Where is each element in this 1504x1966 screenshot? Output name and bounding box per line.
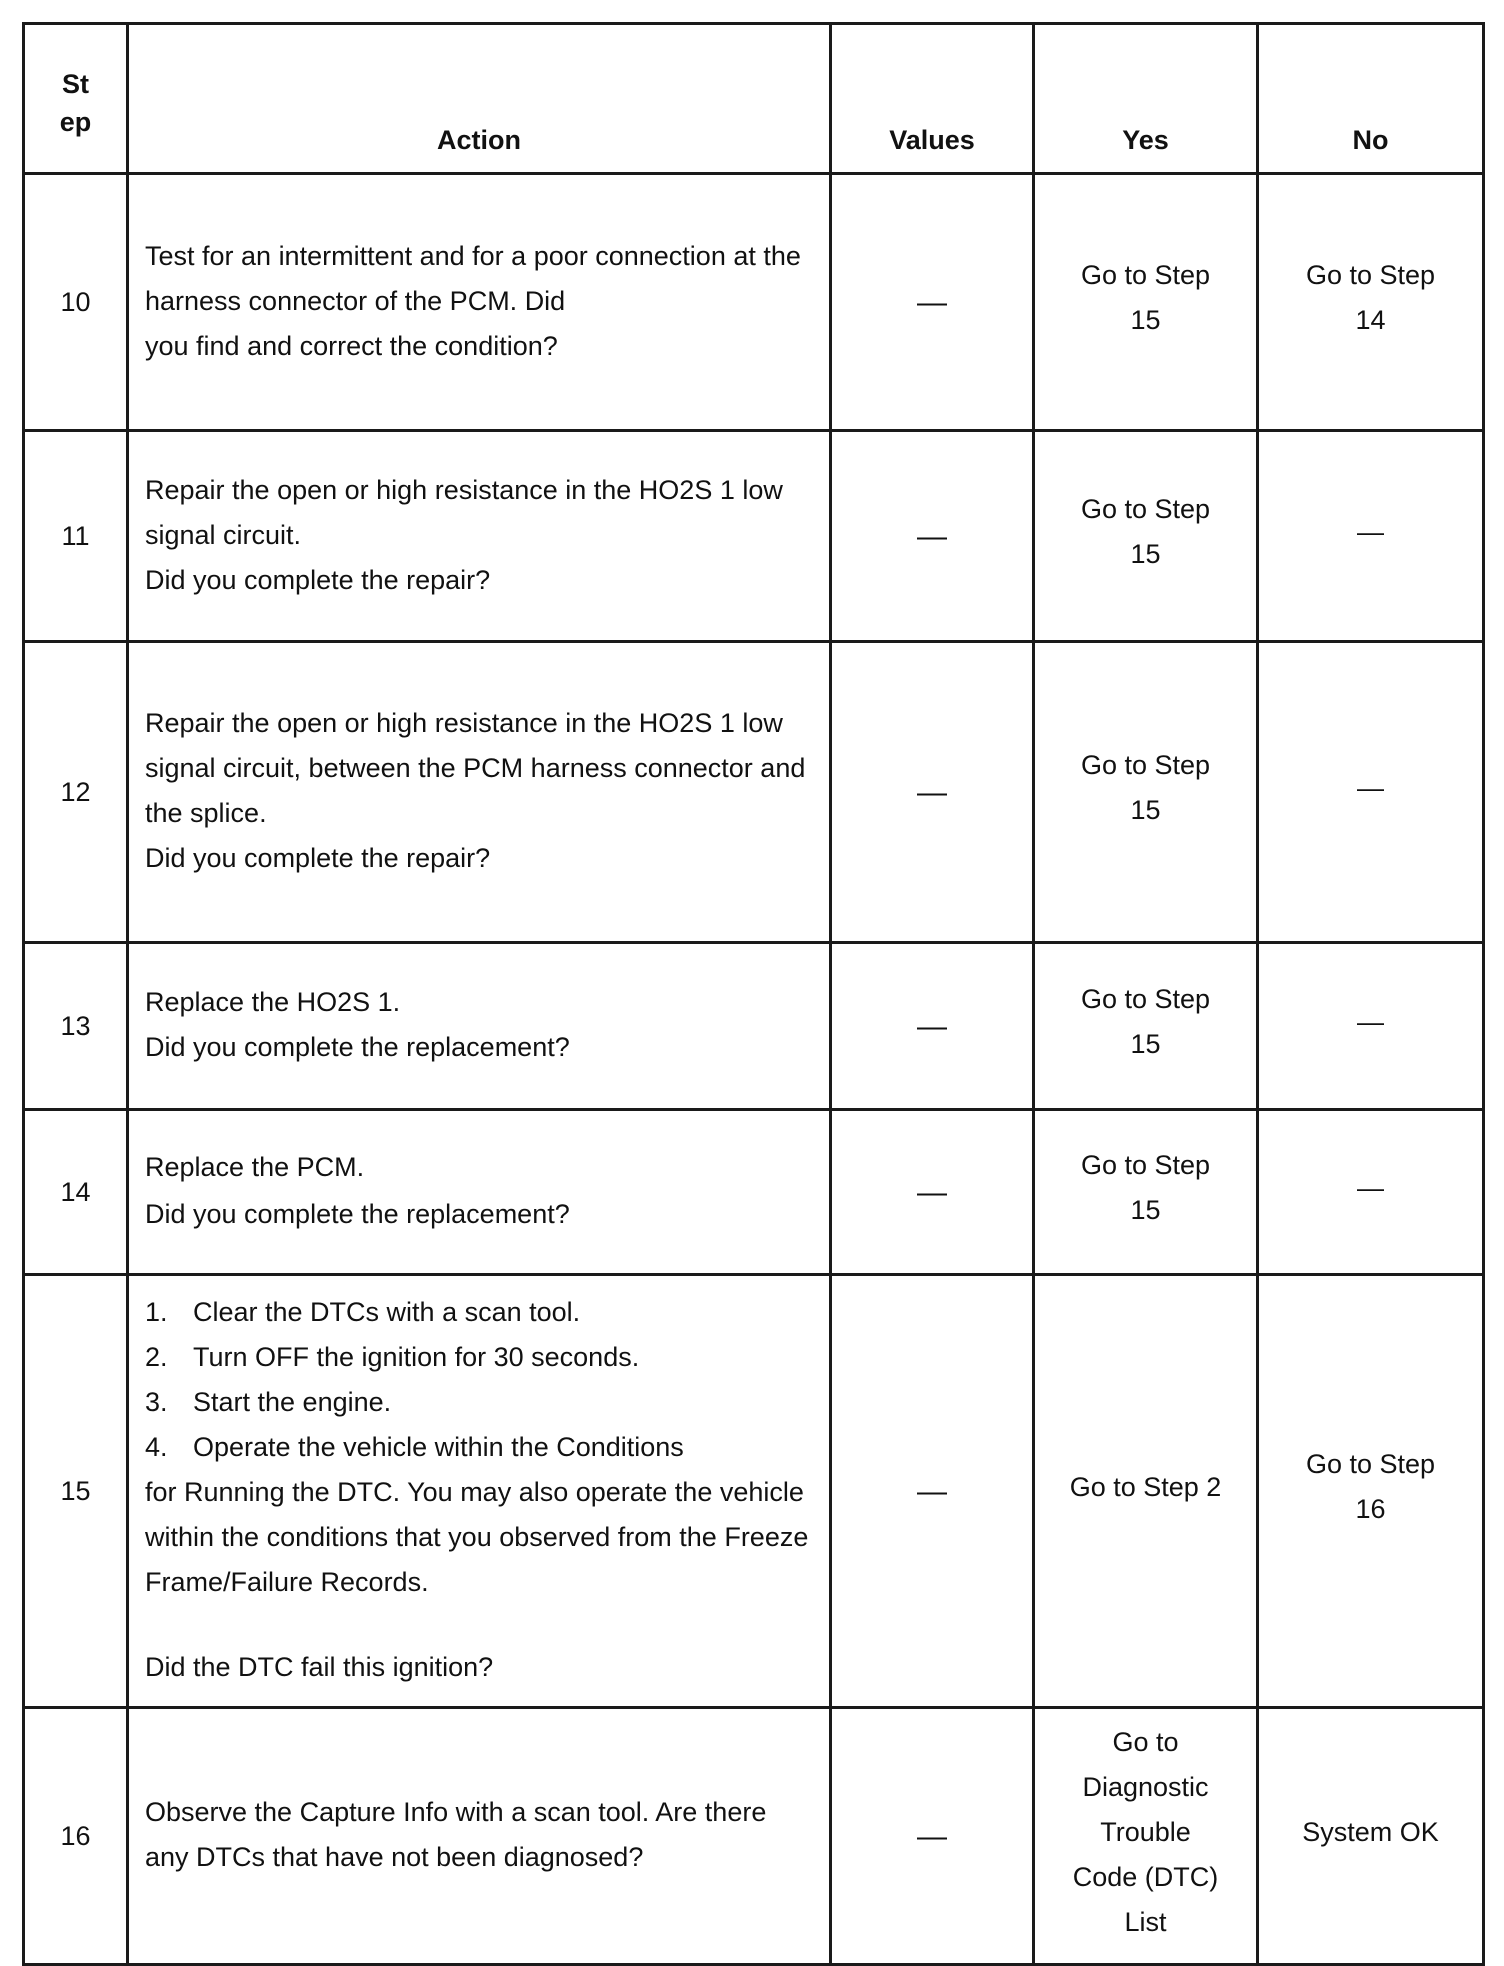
action-cell: [128, 1708, 831, 1965]
action-cell: [128, 174, 831, 431]
header-no: No: [1258, 24, 1484, 174]
table-row: [24, 174, 1484, 431]
no-cell: —: [1258, 431, 1484, 642]
action-cell: [128, 1275, 831, 1708]
step-number: 16: [24, 1708, 128, 1965]
table-row: [24, 642, 1484, 943]
yes-cell: Go to Step 2: [1034, 1275, 1258, 1708]
header-yes: Yes: [1034, 24, 1258, 174]
no-cell: —: [1258, 943, 1484, 1110]
action-cell: [128, 642, 831, 943]
header-step: St ep: [24, 24, 128, 174]
step-number: 10: [24, 174, 128, 431]
table-row: [24, 431, 1484, 642]
no-cell: —: [1258, 1110, 1484, 1275]
action-text: Repair the open or high resistance in the HO2S 1 low signal circuit, between the PCM harness connector and the splice.: [145, 708, 806, 828]
header-row: [24, 24, 1484, 174]
diagnostic-table: [22, 22, 1485, 1966]
list-item: 1. Clear the DTCs with a scan tool.: [145, 1297, 581, 1327]
no-cell: —: [1258, 642, 1484, 943]
step-number: 13: [24, 943, 128, 1110]
action-question: Did the DTC fail this ignition?: [145, 1652, 494, 1682]
action-cell: [128, 431, 831, 642]
values-cell: —: [831, 943, 1034, 1110]
step-number: 12: [24, 642, 128, 943]
values-cell: —: [831, 642, 1034, 943]
action-question: Did you complete the replacement?: [145, 1032, 570, 1062]
action-question: Did you complete the replacement?: [145, 1199, 570, 1229]
yes-cell: Go to Step 15: [1034, 943, 1258, 1110]
action-text: Replace the PCM.: [145, 1152, 365, 1182]
yes-cell: Go to Diagnostic Trouble Code (DTC) List: [1034, 1708, 1258, 1965]
values-cell: —: [831, 1110, 1034, 1275]
values-cell: —: [831, 1708, 1034, 1965]
no-cell: Go to Step 14: [1258, 174, 1484, 431]
values-cell: —: [831, 174, 1034, 431]
action-text: Observe the Capture Info with a scan tool. Are there any DTCs that have not been diagnosed?: [145, 1797, 767, 1872]
no-cell: Go to Step 16: [1258, 1275, 1484, 1708]
table-row: [24, 943, 1484, 1110]
list-item: 4. Operate the vehicle within the Conditions: [145, 1432, 684, 1462]
header-action: Action: [128, 24, 831, 174]
action-text: Repair the open or high resistance in the HO2S 1 low signal circuit.: [145, 474, 783, 550]
values-cell: —: [831, 1275, 1034, 1708]
yes-cell: Go to Step 15: [1034, 1110, 1258, 1275]
table-row: [24, 1275, 1484, 1708]
no-cell: System OK: [1258, 1708, 1484, 1965]
action-text: Replace the HO2S 1.: [145, 987, 401, 1017]
values-cell: —: [831, 431, 1034, 642]
header-values: Values: [831, 24, 1034, 174]
yes-cell: Go to Step 15: [1034, 431, 1258, 642]
table-row: [24, 1110, 1484, 1275]
action-cell: [128, 1110, 831, 1275]
yes-cell: Go to Step 15: [1034, 174, 1258, 431]
yes-cell: Go to Step 15: [1034, 642, 1258, 943]
step-number: 14: [24, 1110, 128, 1275]
list-item: 3. Start the engine.: [145, 1387, 392, 1417]
diagnostic-page: [22, 22, 1482, 1964]
step-number: 11: [24, 431, 128, 642]
action-text: Test for an intermittent and for a poor connection at the harness connector of the PCM. Did: [145, 240, 801, 316]
action-question: Did you complete the repair?: [145, 564, 491, 595]
action-question: you find and correct the condition?: [145, 330, 558, 361]
table-row: [24, 1708, 1484, 1965]
action-cell: [128, 943, 831, 1110]
action-question: Did you complete the repair?: [145, 843, 491, 873]
list-item: 2. Turn OFF the ignition for 30 seconds.: [145, 1342, 640, 1372]
step-number: 15: [24, 1275, 128, 1708]
action-text: for Running the DTC. You may also operate the vehicle within the conditions that you observed from the Freeze Frame/Failure Records.: [145, 1477, 809, 1597]
